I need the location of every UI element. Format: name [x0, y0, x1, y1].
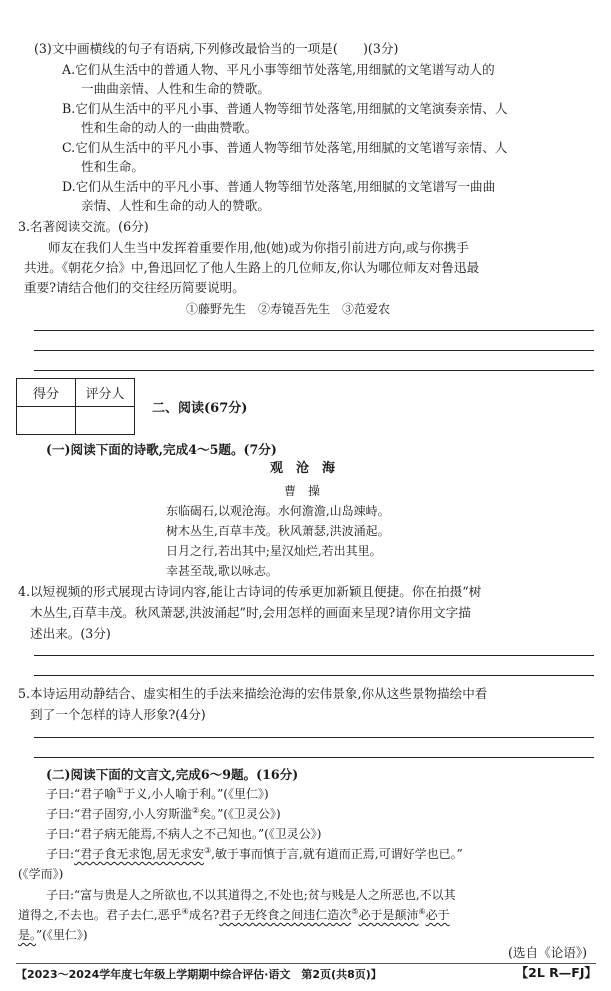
answer-line [34, 330, 594, 331]
q3-option-d: D.它们从生活中的平凡小事、普通人物等细节处落笔,用细腻的文笔谱写一曲曲 [62, 179, 496, 194]
q3-option-d-cont: 亲情、人性和生命的动人的赞歌。 [81, 198, 270, 213]
note-mark: ③ [204, 846, 212, 855]
classic-para-3: 重要?请结合他们的交往经历简要说明。 [24, 280, 245, 295]
classic-stem: 3.名著阅读交流。(6分) [18, 219, 149, 234]
poem-intro: (一)阅读下面的诗歌,完成4～5题。(7分) [46, 442, 277, 457]
poem-line-2: 树木丛生,百草丰茂。秋风萧瑟,洪波涌起。 [166, 524, 390, 538]
analects-3: 子曰:“君子病无能焉,不病人之不己知也。”(《卫灵公》) [46, 827, 322, 841]
q3-option-c-cont: 性和生命。 [81, 159, 144, 174]
wavy-underlined-text: 必于是颠沛 [358, 908, 419, 922]
classical-intro: (二)阅读下面的文言文,完成6～9题。(16分) [46, 767, 299, 782]
answer-line [34, 370, 594, 371]
answer-line [34, 737, 594, 738]
q5-line-2: 到了一个怎样的诗人形象?(4分) [30, 707, 206, 722]
analects-5-cont [18, 907, 450, 923]
grader-cell[interactable] [76, 407, 135, 435]
poem-title: 观 沧 海 [270, 461, 336, 476]
footer-text: 【2023～2024学年度七年级上学期期中综合评估·语文 第2页(共8页)】 [16, 968, 382, 981]
analects-1 [46, 786, 269, 802]
section-title: 二、阅读(67分) [152, 401, 248, 416]
paper-code-badge: 【2L R—FJ】 [515, 965, 597, 980]
text-span: 于义,小人喻于利。”(《里仁》) [123, 787, 269, 801]
poem-line-3: 日月之行,若出其中;星汉灿烂,若出其里。 [166, 544, 382, 558]
q4-line-3: 述出来。(3分) [30, 626, 111, 641]
answer-line [34, 655, 594, 656]
answer-line [34, 757, 594, 758]
text-span: ,敏于事而慎于言,就有道而正焉,可谓好学也已。” [211, 847, 463, 861]
answer-line [34, 350, 594, 351]
q3-option-b: B.它们从生活中的平凡小事、普通人物等细节处落笔,用细腻的文笔演奏亲情、人 [62, 101, 508, 116]
text-span: 成名? [188, 908, 220, 922]
poem-line-1: 东临碣石,以观沧海。水何澹澹,山岛竦峙。 [166, 504, 390, 518]
q5-line-1: 5.本诗运用动静结合、虚实相生的手法来描绘沧海的宏伟景象,你从这些景物描绘中看 [18, 686, 488, 701]
wavy-underlined-text: 君子无终食之间违仁造次 [219, 908, 352, 922]
q3-stem: (3)文中画横线的句子有语病,下列修改最恰当的一项是( )(3分) [34, 41, 399, 56]
answer-line [34, 675, 594, 676]
score-label: 得分 [17, 379, 76, 407]
note-mark: ⑥ [418, 907, 426, 916]
analects-2 [46, 806, 281, 822]
note-mark: ② [192, 806, 200, 815]
note-mark: ⑤ [351, 907, 359, 916]
wavy-underlined-text: 是。 [18, 928, 37, 942]
score-cell[interactable] [17, 407, 76, 435]
note-mark: ④ [181, 907, 189, 916]
wavy-underlined-text: 必于 [425, 908, 450, 922]
note-mark: ① [116, 786, 124, 795]
analects-4 [46, 846, 463, 862]
text-span: 子曰: [46, 847, 75, 861]
text-span: 道得之,不去也。君子去仁,恶乎 [18, 908, 182, 922]
footer-divider [16, 963, 596, 964]
text-span: 子曰:“君子固穷,小人穷斯滥 [46, 807, 192, 821]
classic-options: ①藤野先生 ②寿镜吾先生 ③范爱农 [186, 302, 391, 316]
analects-5: 子曰:“富与贵是人之所欲也,不以其道得之,不处也;贫与贱是人之所恶也,不以其 [46, 888, 456, 902]
text-span: ”(《里仁》) [36, 928, 88, 942]
score-box [16, 378, 135, 435]
classic-para-1: 师友在我们人生当中发挥着重要作用,他(她)或为你指引前进方向,或与你携手 [48, 240, 469, 255]
q4-line-1: 4.以短视频的形式展现古诗词内容,能让古诗词的传承更加新颖且便捷。你在拍摄“树 [18, 584, 482, 599]
q4-line-2: 木丛生,百草丰茂。秋风萧瑟,洪波涌起”时,会用怎样的画面来呈现?请你用文字描 [30, 605, 471, 620]
source-note: (选自《论语》) [508, 945, 588, 960]
analects-4-source: (《学而》) [18, 867, 64, 881]
grader-label: 评分人 [76, 379, 135, 407]
q3-option-b-cont: 性和生命的动人的一曲曲赞歌。 [81, 120, 258, 135]
q3-option-c: C.它们从生活中的平凡小事、普通人物等细节处落笔,用细腻的文笔谱写亲情、人 [62, 140, 508, 155]
analects-5-end [18, 927, 88, 943]
wavy-underlined-text: “君子食无求饱,居无求安 [74, 847, 204, 861]
q3-option-a-cont: 一曲曲亲情、人性和生命的赞歌。 [81, 81, 270, 96]
classic-para-2: 共进。《朝花夕拾》中,鲁迅回忆了他人生路上的几位师友,你认为哪位师友对鲁迅最 [24, 260, 480, 275]
poem-line-4: 幸甚至哉,歌以咏志。 [166, 564, 278, 578]
q3-option-a: A.它们从生活中的普通人物、平凡小事等细节处落笔,用细腻的文笔谱写动人的 [62, 62, 495, 77]
text-span: 矣。”(《卫灵公》) [199, 807, 281, 821]
text-span: 子曰:“君子喻 [46, 787, 117, 801]
poem-author: 曹 操 [284, 484, 321, 498]
